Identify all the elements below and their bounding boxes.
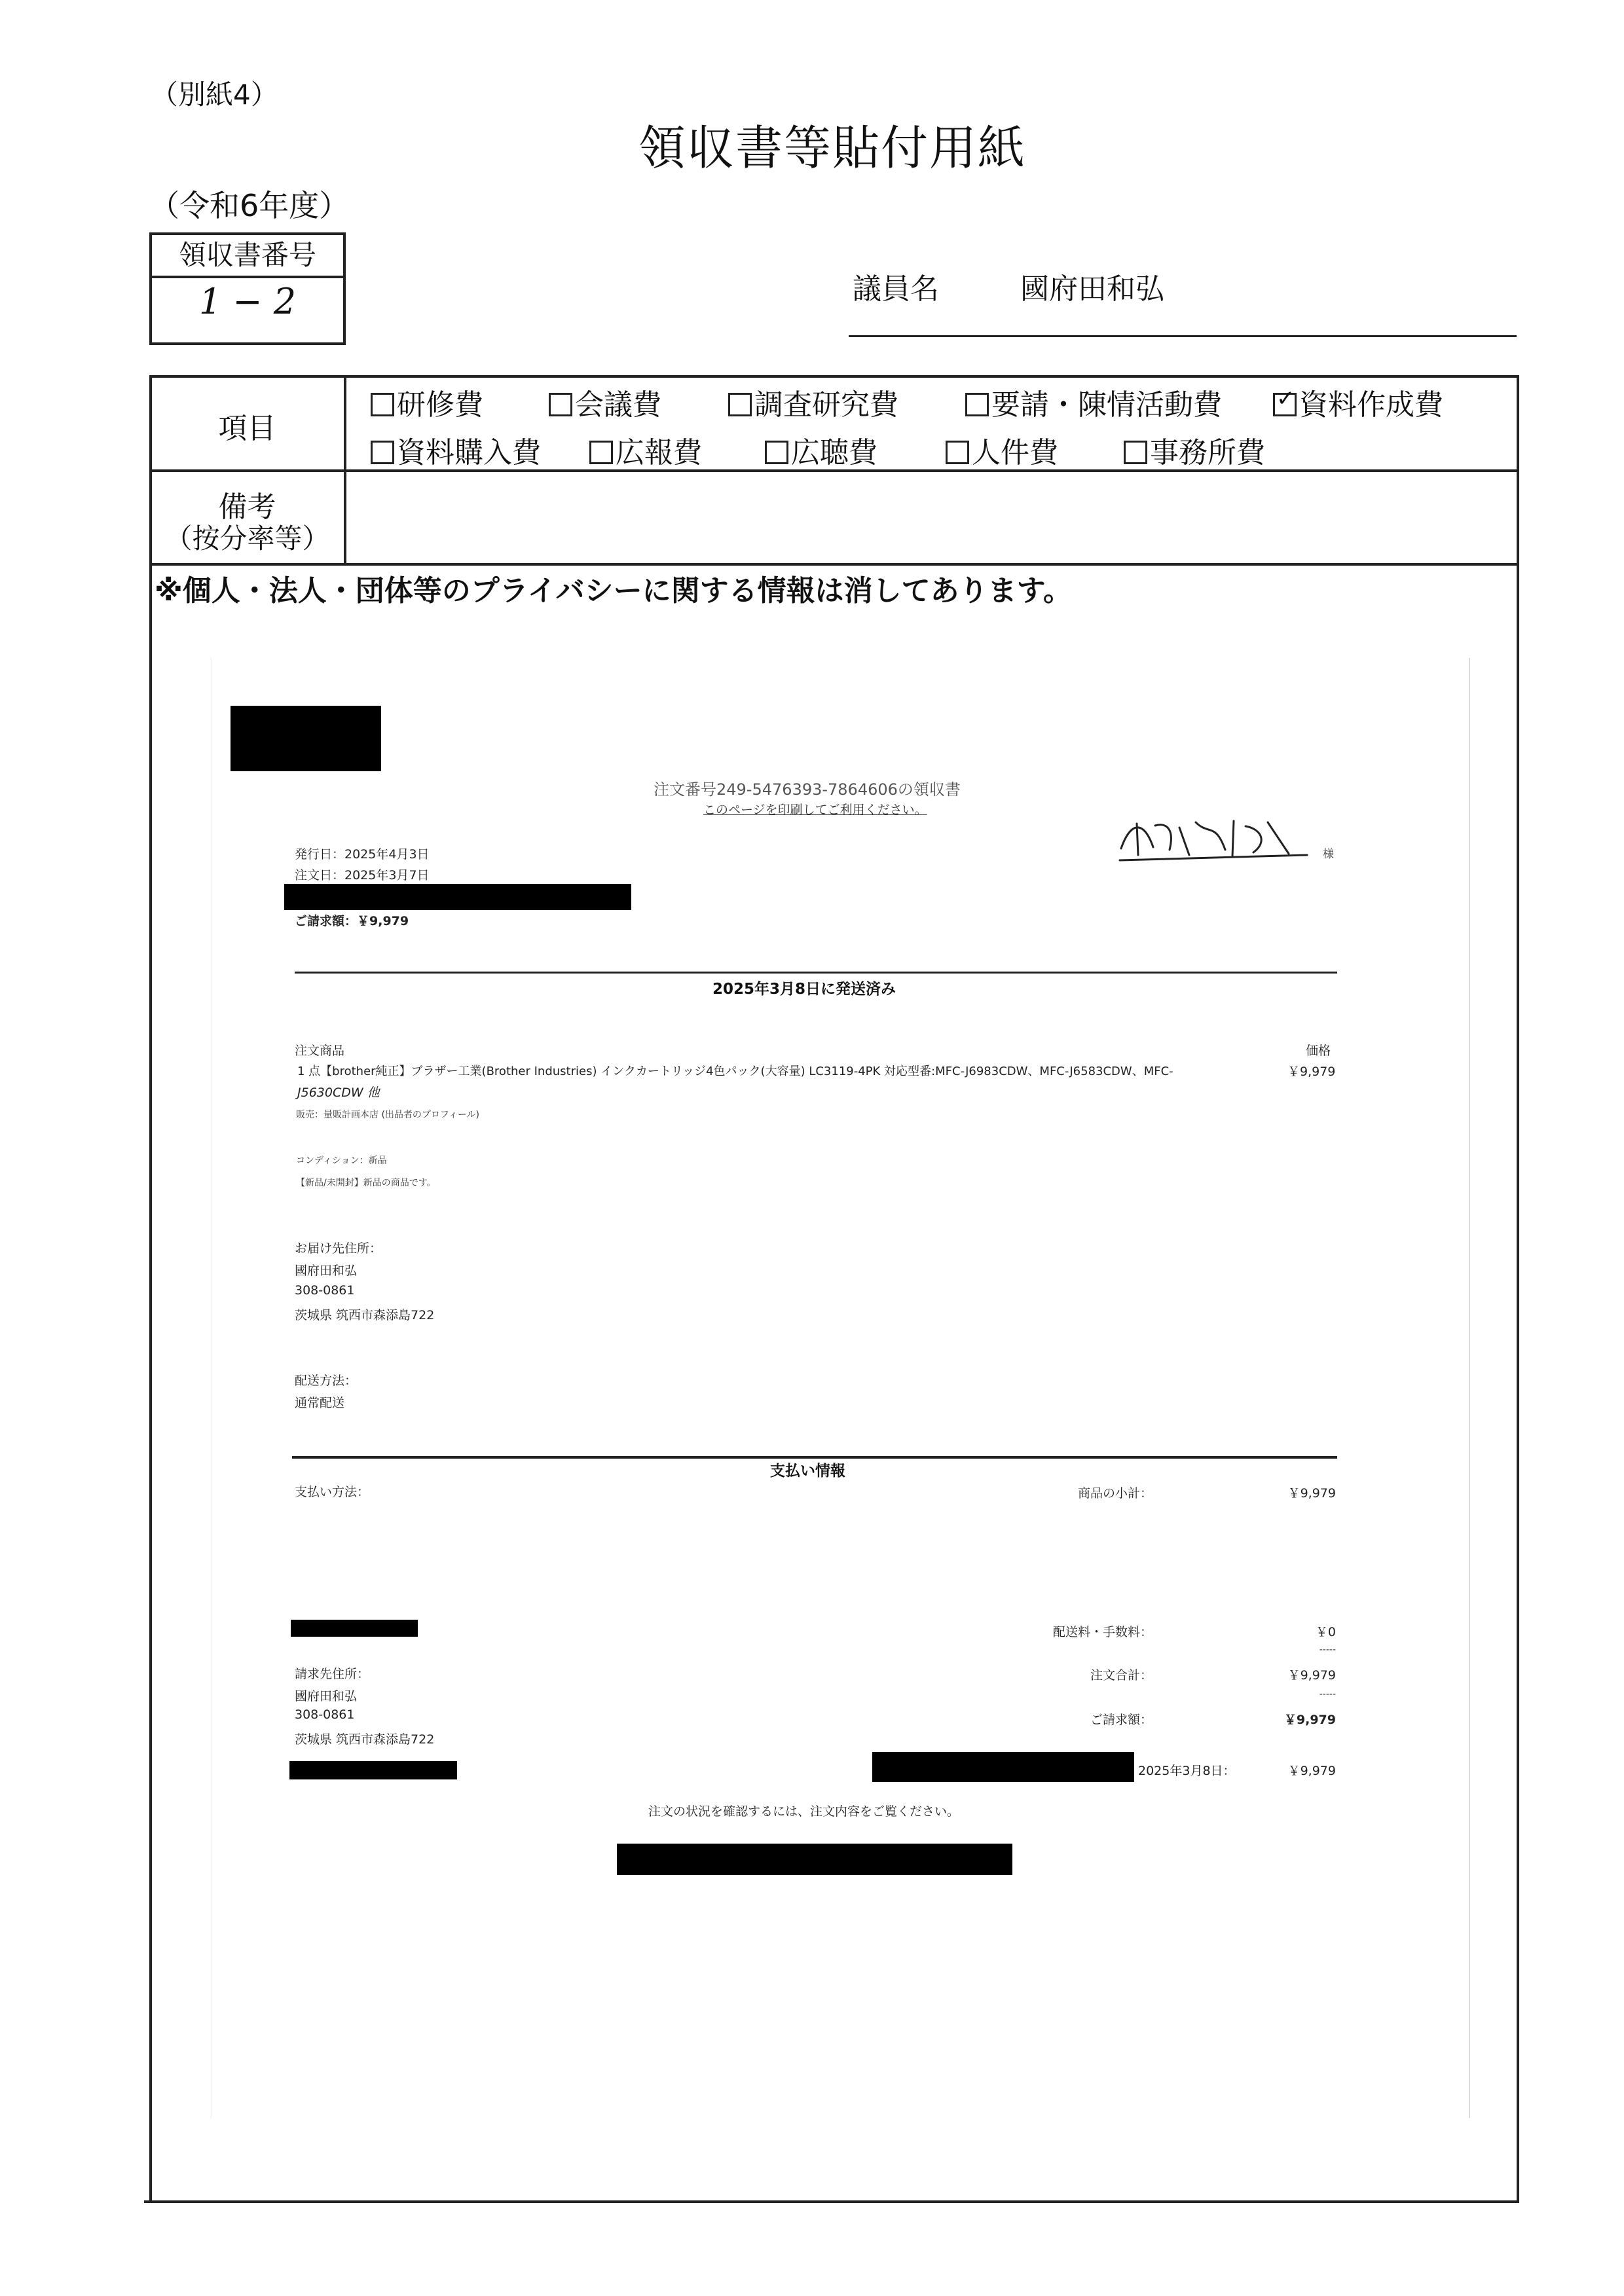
billing-address: 茨城県 筑西市森添島722 [295, 1732, 435, 1747]
shipping-fee-value: ￥0 [1315, 1625, 1336, 1639]
order-title: 注文番号249-5476393-7864606の領収書 [654, 780, 961, 799]
checkbox[interactable] [965, 393, 989, 416]
order-total-value: ￥9,979 [1287, 1668, 1336, 1683]
option-petition[interactable]: 要請・陳情活動費 [965, 381, 1222, 423]
checkbox[interactable] [1124, 441, 1147, 464]
subtotal-value: ￥9,979 [1287, 1486, 1336, 1501]
shipping-fee-label: 配送料・手数料： [1052, 1625, 1153, 1639]
redaction-payment-card [291, 1620, 418, 1637]
item-condition-note: 【新品/未開封】新品の商品です。 [296, 1178, 436, 1188]
billing-zip: 308-0861 [295, 1707, 355, 1722]
frame-left [149, 375, 152, 2203]
remarks-sublabel: （按分率等） [164, 522, 330, 555]
member-name: 國府田和弘 [1020, 272, 1164, 306]
checkbox[interactable] [946, 441, 969, 464]
receipt-number-box [149, 232, 346, 345]
option-public-hearing[interactable]: 広聴費 [765, 429, 877, 471]
fiscal-year: （令和6年度） [149, 188, 350, 223]
items-label: 項目 [218, 412, 276, 445]
subtotal-label: 商品の小計： [1077, 1486, 1153, 1501]
frame-top [149, 375, 1519, 378]
billed-total-label: ご請求額： [1090, 1713, 1153, 1727]
charge-date-value: ￥9,979 [1287, 1764, 1336, 1778]
payment-heading: 支払い情報 [770, 1463, 845, 1480]
frame-right [1517, 375, 1519, 2203]
row-divider-2 [149, 563, 1519, 566]
receipt-number-value: 1 − 2 [198, 281, 297, 322]
shipped-heading: 2025年3月8日に発送済み [712, 981, 896, 998]
checkbox[interactable] [371, 393, 394, 416]
ordered-items-label: 注文商品 [295, 1044, 345, 1058]
shipped-rule [295, 972, 1337, 974]
option-meeting[interactable]: 会議費 [549, 381, 661, 423]
order-date: 注文日：2025年3月7日 [295, 868, 430, 883]
frame-bottom [144, 2200, 1519, 2203]
redaction-order-link [617, 1844, 1012, 1875]
privacy-note: ※個人・法人・団体等のプライバシーに関する情報は消してあります。 [155, 574, 1073, 608]
recipient-suffix: 様 [1323, 848, 1334, 861]
payment-method-label: 支払い方法： [295, 1485, 370, 1499]
issue-date: 発行日：2025年4月3日 [295, 847, 430, 862]
redaction-order-info [284, 884, 631, 910]
print-hint-link[interactable]: このページを印刷してご利用ください。 [703, 803, 927, 817]
delivery-method: 通常配送 [295, 1396, 345, 1410]
billing-name: 國府田和弘 [295, 1689, 358, 1704]
redaction-billing-extra [289, 1761, 457, 1779]
option-materials-purchase[interactable]: 資料購入費 [371, 429, 541, 471]
remarks-label: 備考 [218, 490, 276, 524]
ship-to-address: 茨城県 筑西市森添島722 [295, 1308, 435, 1322]
dashes-2: ----- [1319, 1689, 1336, 1700]
item-condition: コンディション：新品 [296, 1156, 387, 1166]
option-training[interactable]: 研修費 [371, 381, 483, 423]
billed-total-value: ￥9,979 [1283, 1713, 1336, 1727]
ship-to-zip: 308-0861 [295, 1283, 355, 1298]
charge-date-label: 2025年3月8日： [1138, 1764, 1236, 1778]
redaction-card-charge [872, 1752, 1134, 1782]
option-personnel[interactable]: 人件費 [946, 429, 1058, 471]
page-title: 領収書等貼付用紙 [638, 120, 1027, 175]
seller-info[interactable]: 販売：量販計画本店 (出品者のプロフィール) [296, 1110, 479, 1120]
attachment-label: （別紙4） [151, 79, 278, 111]
redaction-logo [231, 706, 381, 771]
checkbox[interactable] [371, 441, 394, 464]
checkbox-checked[interactable] [1273, 393, 1297, 416]
member-label: 議員名 [853, 272, 939, 306]
order-total-label: 注文合計： [1090, 1668, 1153, 1683]
ship-to-name: 國府田和弘 [295, 1264, 358, 1278]
item-price: ￥9,979 [1287, 1065, 1336, 1079]
item-description-cont: J5630CDW 他 [297, 1085, 380, 1100]
checkbox[interactable] [765, 441, 788, 464]
checkbox[interactable] [549, 393, 572, 416]
order-status-hint: 注文の状況を確認するには、注文内容をご覧ください。 [648, 1804, 960, 1819]
member-underline [849, 335, 1517, 337]
dashes-1: ----- [1319, 1645, 1336, 1655]
option-publicity[interactable]: 広報費 [589, 429, 702, 471]
billing-address-label: 請求先住所： [295, 1667, 370, 1681]
ship-to-label: お届け先住所： [295, 1241, 382, 1256]
checkbox[interactable] [589, 441, 613, 464]
price-label: 価格 [1306, 1044, 1331, 1058]
label-column-divider [344, 375, 346, 566]
option-research[interactable]: 調査研究費 [728, 381, 898, 423]
option-office[interactable]: 事務所費 [1124, 429, 1265, 471]
checkbox[interactable] [728, 393, 752, 416]
receipt-number-label: 領収書番号 [152, 235, 343, 278]
billed-amount: ご請求額：￥9,979 [295, 914, 409, 928]
handwritten-signature [1117, 809, 1314, 868]
option-materials-creation[interactable]: ✓ 資料作成費 [1273, 381, 1443, 423]
delivery-label: 配送方法： [295, 1374, 358, 1388]
item-description: 1 点【brother純正】ブラザー工業(Brother Industries) インクカートリッジ4色パック(大容量) LC3119-4PK 対応型番:MFC-J6983CDW、MFC-J6583CDW、MFC- [297, 1065, 1173, 1078]
